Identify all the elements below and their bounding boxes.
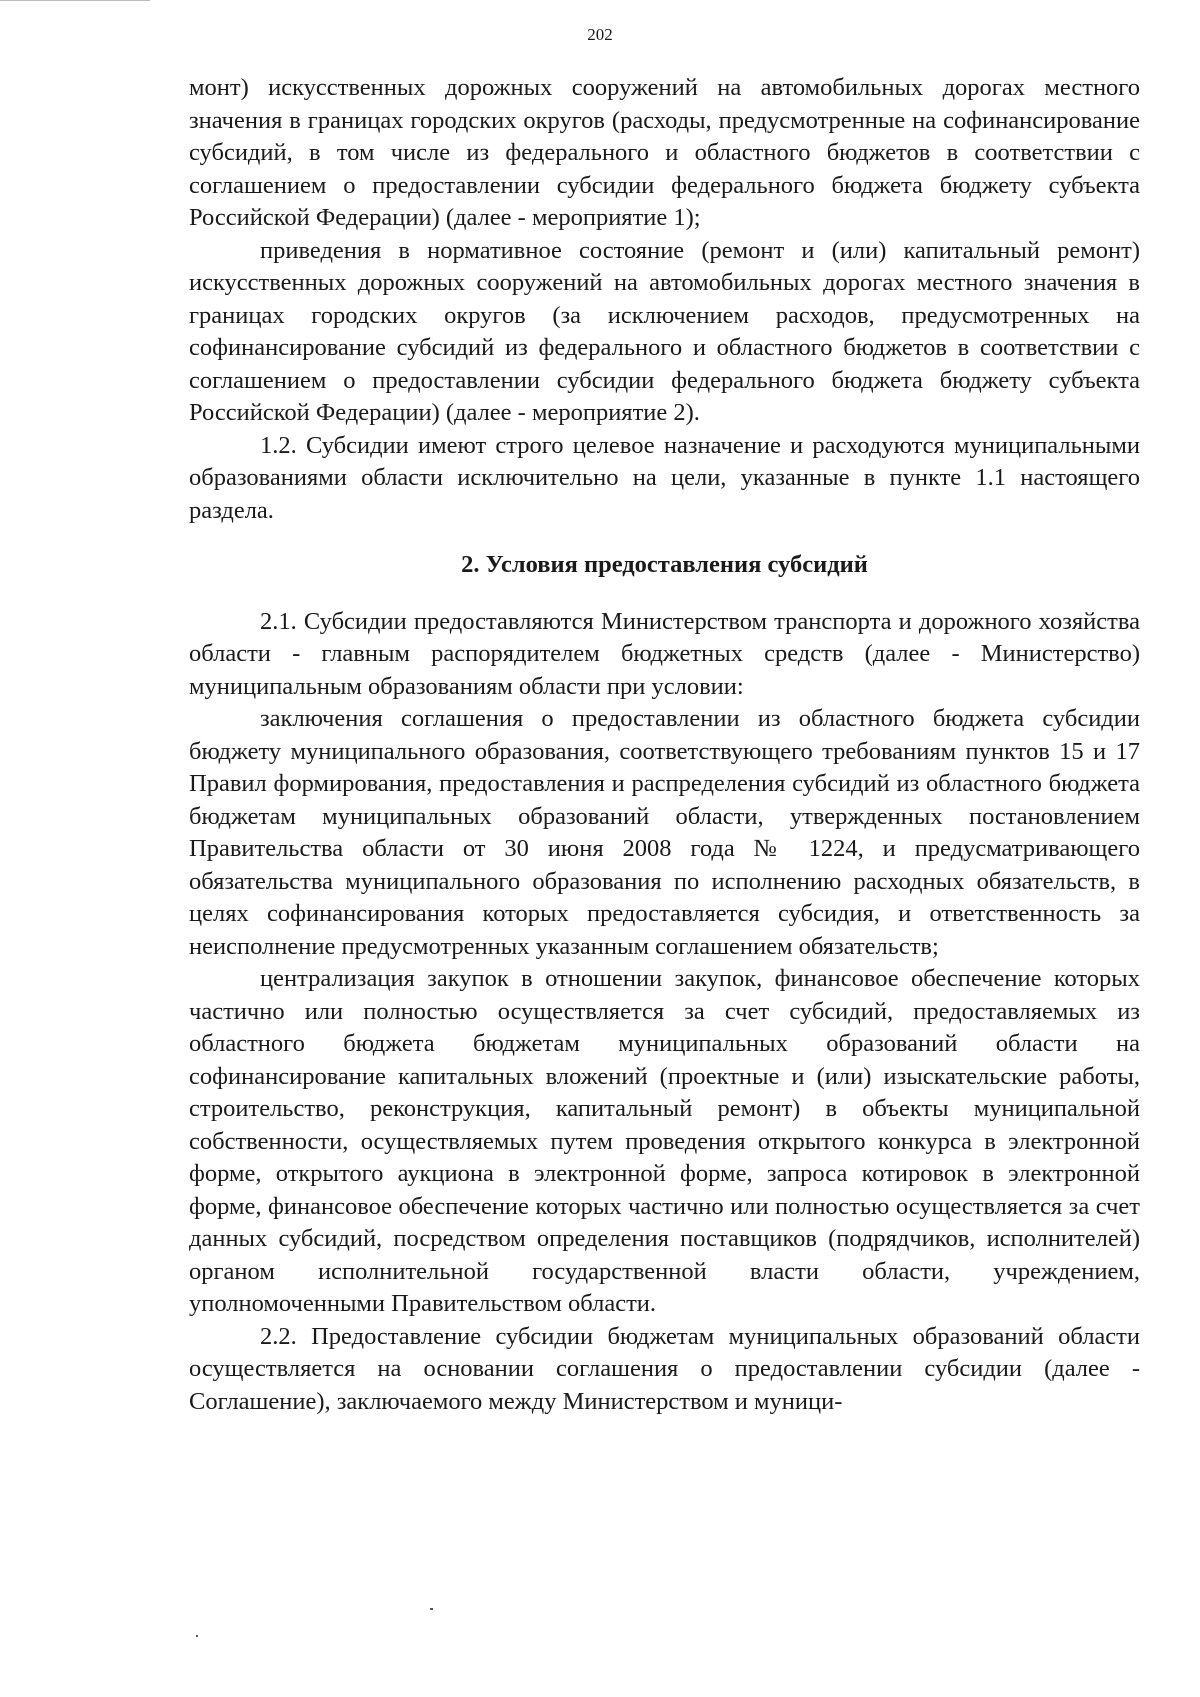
section-2-paragraphs: [189, 606, 1140, 1419]
paragraph: централизация закупок в отношении закупок, финансовое обеспечение которых частично или полностью осуществляется за счет субсидий, предоставляемых из областного бюджета бюджетам муниципальных образований области на софинансирование капитальных вложений (проектные и (или) изыскательские работы, строительство, реконструкция, капитальный ремонт) в объекты муниципальной собственности, осуществляемых путем проведения открытого конкурса в электронной форме, открытого аукциона в электронной форме, запроса котировок в электронной форме, финансовое обеспечение которых частично или полностью осуществляется за счет данных субсидий, посредством определения поставщиков (подрядчиков, исполнителей) органом исполнительной государственной власти области, учреждением, уполномоченными Правительством области.: [189, 965, 1140, 1317]
paragraph: 2.2. Предоставление субсидии бюджетам муниципальных образований области осуществляется на основании соглашения о предоставлении субсидии (далее - Соглашение), заключаемого между Министерством и муници-: [189, 1322, 1140, 1415]
scan-speck: [430, 1608, 433, 1610]
paragraph: приведения в нормативное состояние (ремонт и (или) капитальный ремонт) искусственных дорожных сооружений на автомобильных дорогах местного значения в границах городских округов (за исключением расходов, предусмотренных на софинансирование субсидий из федерального и областного бюджетов в соответствии с соглашением о предоставлении субсидии федерального бюджета бюджету субъекта Российской Федерации) (далее - мероприятие 2).: [189, 236, 1140, 426]
paragraph: 1.2. Субсидии имеют строго целевое назначение и расходуются муниципальными образованиями области исключительно на цели, указанные в пункте 1.1 настоящего раздела.: [189, 431, 1140, 524]
document-body: [189, 72, 1140, 1418]
paragraph: монт) искусственных дорожных сооружений на автомобильных дорогах местного значения в границах городских округов (расходы, предусмотренные на софинансирование субсидий, в том числе из федерального и областного бюджетов в соответствии с соглашением о предоставлении субсидии федерального бюджета бюджету субъекта Российской Федерации) (далее - мероприятие 1);: [189, 74, 1140, 231]
section-heading: 2. Условия предоставления субсидий: [461, 551, 868, 578]
scan-speck: [196, 1635, 198, 1637]
scan-edge-mark: [0, 0, 150, 3]
paragraph: 2.1. Субсидии предоставляются Министерством транспорта и дорожного хозяйства области - главным распорядителем бюджетных средств (далее - Министерство) муниципальным образованиям области при условии:: [189, 607, 1140, 700]
page-number: 202: [587, 25, 613, 44]
paragraph: заключения соглашения о предоставлении из областного бюджета субсидии бюджету муниципального образования, соответствующего требованиям пунктов 15 и 17 Правил формирования, предоставления и распределения субсидий из областного бюджета бюджетам муниципальных образований области, утвержденных постановлением Правительства области от 30 июня 2008 года № 1224, и предусматривающего обязательства муниципального образования по исполнению расходных обязательств, в целях софинансирования которых предоставляется субсидия, и ответственность за неисполнение предусмотренных указанным соглашением обязательств;: [189, 705, 1140, 960]
section-1-paragraphs: [189, 72, 1140, 527]
